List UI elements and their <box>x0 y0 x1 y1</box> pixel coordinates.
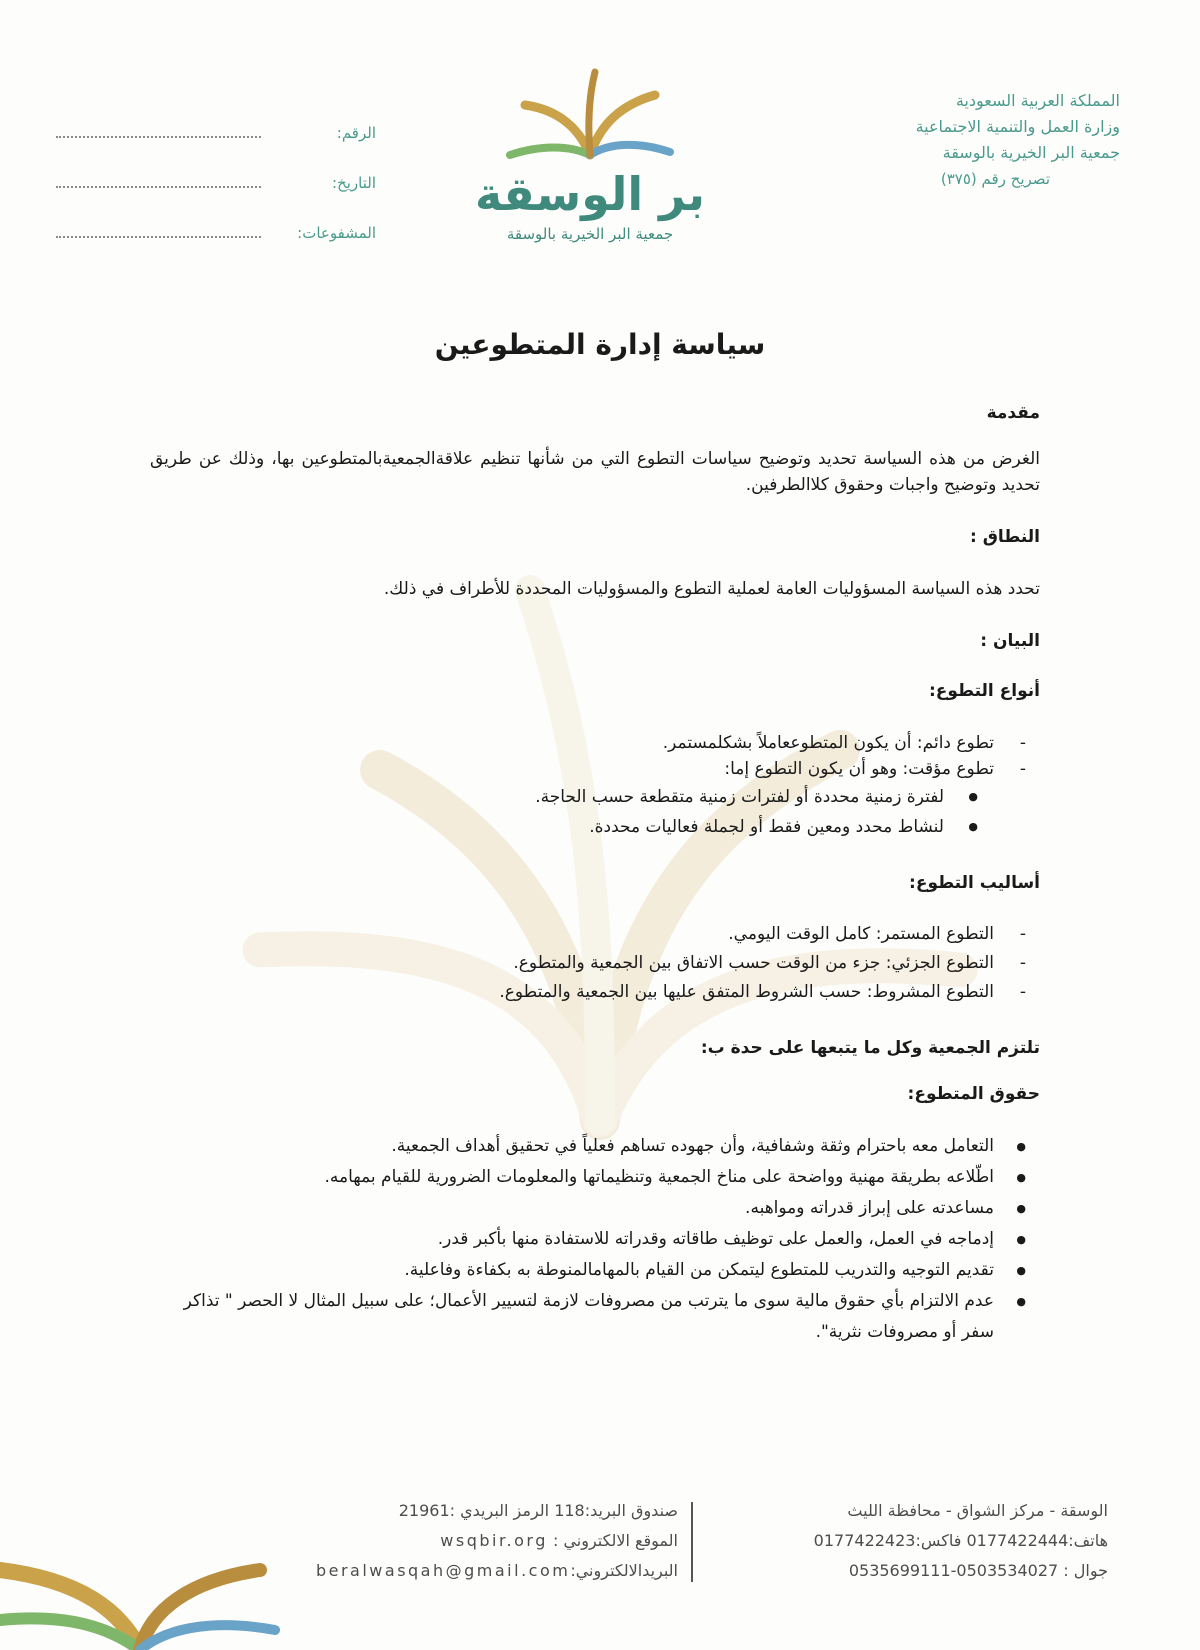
rights-heading: حقوق المتطوع: <box>907 1084 1040 1104</box>
scope-text: تحدد هذه السياسة المسؤوليات العامة لعملية التطوع والمسؤوليات المحددة للأطراف في ذلك. <box>383 579 1040 599</box>
field-attachments-label: المشفوعات: <box>297 224 376 242</box>
types-heading: أنواع التطوع: <box>928 681 1040 701</box>
footer-postal: صندوق البريد:118 الرمز البريدي :21961 <box>398 1501 678 1520</box>
field-number-label: الرقم: <box>336 124 376 142</box>
list-item: ● مساعدته على إبراز قدراته ومواهبه. <box>150 1193 1040 1224</box>
temporary-types-list <box>150 782 1040 842</box>
methods-list <box>150 920 1040 1007</box>
list-item: ● التعامل معه باحترام وثقة وشفافية، وأن جهوده تساهم فعلياً في تحقيق أهداف الجمعية. <box>150 1131 1040 1162</box>
field-attachments-line <box>56 226 261 238</box>
corner-palm-icon <box>0 1500 280 1650</box>
field-attachments <box>56 192 376 242</box>
footer-website[interactable]: الموقع الالكتروني : wsqbir.org <box>440 1531 678 1550</box>
list-item: - التطوع المستمر: كامل الوقت اليومي. <box>150 920 1040 949</box>
field-date-line <box>56 176 261 188</box>
field-date <box>56 142 376 192</box>
scope-heading: النطاق : <box>969 527 1040 547</box>
footer-address: الوسقة - مركز الشواق - محافظة الليث <box>847 1501 1108 1520</box>
commitment-heading: تلتزم الجمعية وكل ما يتبعها على حدة ب: <box>700 1038 1040 1058</box>
footer-phone-fax: هاتف:0177422444 فاكس:0177422423 <box>813 1531 1108 1550</box>
rights-list <box>150 1131 1040 1348</box>
intro-heading: مقدمة <box>986 403 1040 423</box>
document-body <box>150 400 1040 1348</box>
intro-text: الغرض من هذه السياسة تحديد وتوضيح سياسات التطوع التي من شأنها تنظيم علاقةالجمعيةبالمتطوعين بها، وذلك عن طريق تحديد وتوضيح واجبات وحقوق كلاالطرفين. <box>150 449 1040 495</box>
reference-fields <box>56 92 376 242</box>
methods-heading: أساليب التطوع: <box>909 873 1040 893</box>
contact-footer <box>258 1496 1138 1588</box>
list-item: ● لفترة زمنية محددة أو لفترات زمنية متقطعة حسب الحاجة. <box>150 782 1040 812</box>
statement-heading: البيان : <box>980 631 1040 651</box>
list-item: ● إدماجه في العمل، والعمل على توظيف طاقاته وقدراته للاستفادة منها بأكبر قدر. <box>150 1224 1040 1255</box>
document-title: سياسة إدارة المتطوعين <box>434 328 766 361</box>
footer-email[interactable]: البريدالالكتروني:beralwasqah@gmail.com <box>315 1561 678 1580</box>
footer-address-block <box>698 1496 1108 1586</box>
field-number <box>56 92 376 142</box>
list-item: ● لنشاط محدد ومعين فقط أو لجملة فعاليات محددة. <box>150 812 1040 842</box>
association-logo <box>470 60 710 250</box>
logo-wordmark: بر الوسقة <box>474 167 706 221</box>
footer-online-block <box>258 1496 678 1586</box>
list-item: - التطوع الجزئي: جزء من الوقت حسب الاتفاق بين الجمعية والمتطوع. <box>150 949 1040 978</box>
list-item: - تطوع دائم: أن يكون المتطوععاملاً بشكلمستمر. <box>150 730 1040 756</box>
footer-divider <box>691 1502 693 1582</box>
types-list <box>150 730 1040 782</box>
header-line-association: جمعية البر الخيرية بالوسقة <box>942 143 1120 162</box>
list-item: ● تقديم التوجيه والتدريب للمتطوع ليتمكن من القيام بالمهامالمنوطة به بكفاءة وفاعلية. <box>150 1255 1040 1286</box>
header-line-ministry: وزارة العمل والتنمية الاجتماعية <box>915 117 1120 136</box>
ministry-header <box>790 88 1120 192</box>
logo-caption: جمعية البر الخيرية بالوسقة <box>506 225 674 243</box>
list-item: ● عدم الالتزام بأي حقوق مالية سوى ما يترتب من مصروفات لازمة لتسيير الأعمال؛ على سبيل المثال لا الحصر " تذاكر سفر أو مصروفات نثرية". <box>150 1286 1040 1348</box>
list-item: ● اطّلاعه بطريقة مهنية وواضحة على مناخ الجمعية وتنظيماتها والمعلومات الضرورية للقيام بمهامه. <box>150 1162 1040 1193</box>
palm-logo-icon <box>510 72 670 155</box>
field-number-line <box>56 126 261 138</box>
permit-number: تصريح رقم (٣٧٥) <box>940 170 1050 188</box>
list-item: - تطوع مؤقت: وهو أن يكون التطوع إما: <box>150 756 1040 782</box>
field-date-label: التاريخ: <box>332 174 376 192</box>
footer-mobile: جوال : 0503534027-0535699111 <box>848 1561 1108 1580</box>
header-line-kingdom: المملكة العربية السعودية <box>955 91 1120 110</box>
list-item: - التطوع المشروط: حسب الشروط المتفق عليها بين الجمعية والمتطوع. <box>150 978 1040 1007</box>
